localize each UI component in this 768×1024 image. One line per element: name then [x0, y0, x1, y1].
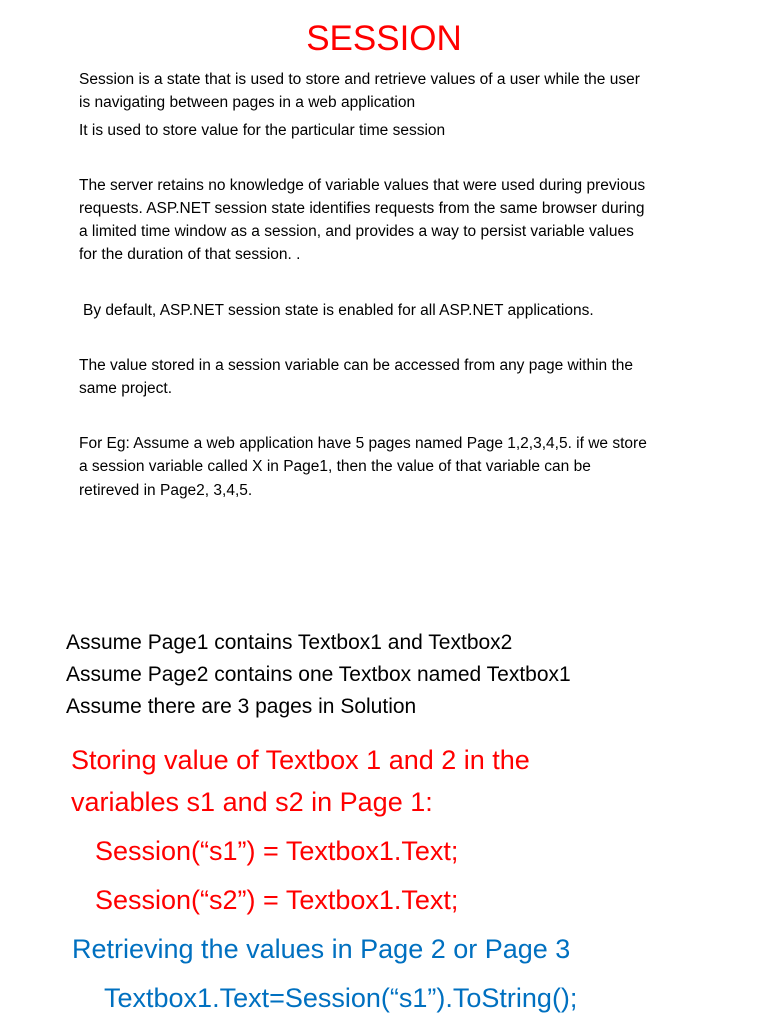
server-paragraph-line-4: for the duration of that session. . — [79, 246, 301, 263]
default-paragraph: By default, ASP.NET session state is enabled for all ASP.NET applications. — [83, 302, 594, 319]
intro-line-2: is navigating between pages in a web application — [79, 94, 416, 111]
example-paragraph-line-3: retireved in Page2, 3,4,5. — [79, 482, 253, 499]
retrieving-heading: Retrieving the values in Page 2 or Page 3 — [72, 934, 571, 964]
server-paragraph-line-3: a limited time window as a session, and provides a way to persist variable values — [79, 223, 634, 240]
example-paragraph-line-1: For Eg: Assume a web application have 5 pages named Page 1,2,3,4,5. if we store — [79, 435, 647, 452]
example-paragraph-line-2: a session variable called X in Page1, then the value of that variable can be — [79, 458, 591, 475]
storing-code-line-1: Session(“s1”) = Textbox1.Text; — [95, 836, 459, 866]
access-paragraph-line-1: The value stored in a session variable can be accessed from any page within the — [79, 357, 634, 374]
assumption-line-1: Assume Page1 contains Textbox1 and Textbox2 — [66, 631, 513, 654]
assumption-line-2: Assume Page2 contains one Textbox named Textbox1 — [66, 663, 571, 686]
intro-line-3: It is used to store value for the particular time session — [79, 122, 446, 139]
storing-heading-line-2: variables s1 and s2 in Page 1: — [71, 787, 433, 817]
intro-line-1: Session is a state that is used to store and retrieve values of a user while the user — [79, 71, 640, 88]
storing-heading-line-1: Storing value of Textbox 1 and 2 in the — [71, 745, 530, 775]
server-paragraph-line-2: requests. ASP.NET session state identifies requests from the same browser during — [79, 200, 645, 217]
server-paragraph-line-1: The server retains no knowledge of variable values that were used during previous — [79, 177, 646, 194]
access-paragraph-line-2: same project. — [79, 380, 173, 397]
retrieving-code: Textbox1.Text=Session(“s1”).ToString(); — [104, 983, 578, 1013]
storing-code-line-2: Session(“s2”) = Textbox1.Text; — [95, 885, 459, 915]
assumption-line-3: Assume there are 3 pages in Solution — [66, 695, 417, 718]
page-title: SESSION — [306, 19, 462, 58]
